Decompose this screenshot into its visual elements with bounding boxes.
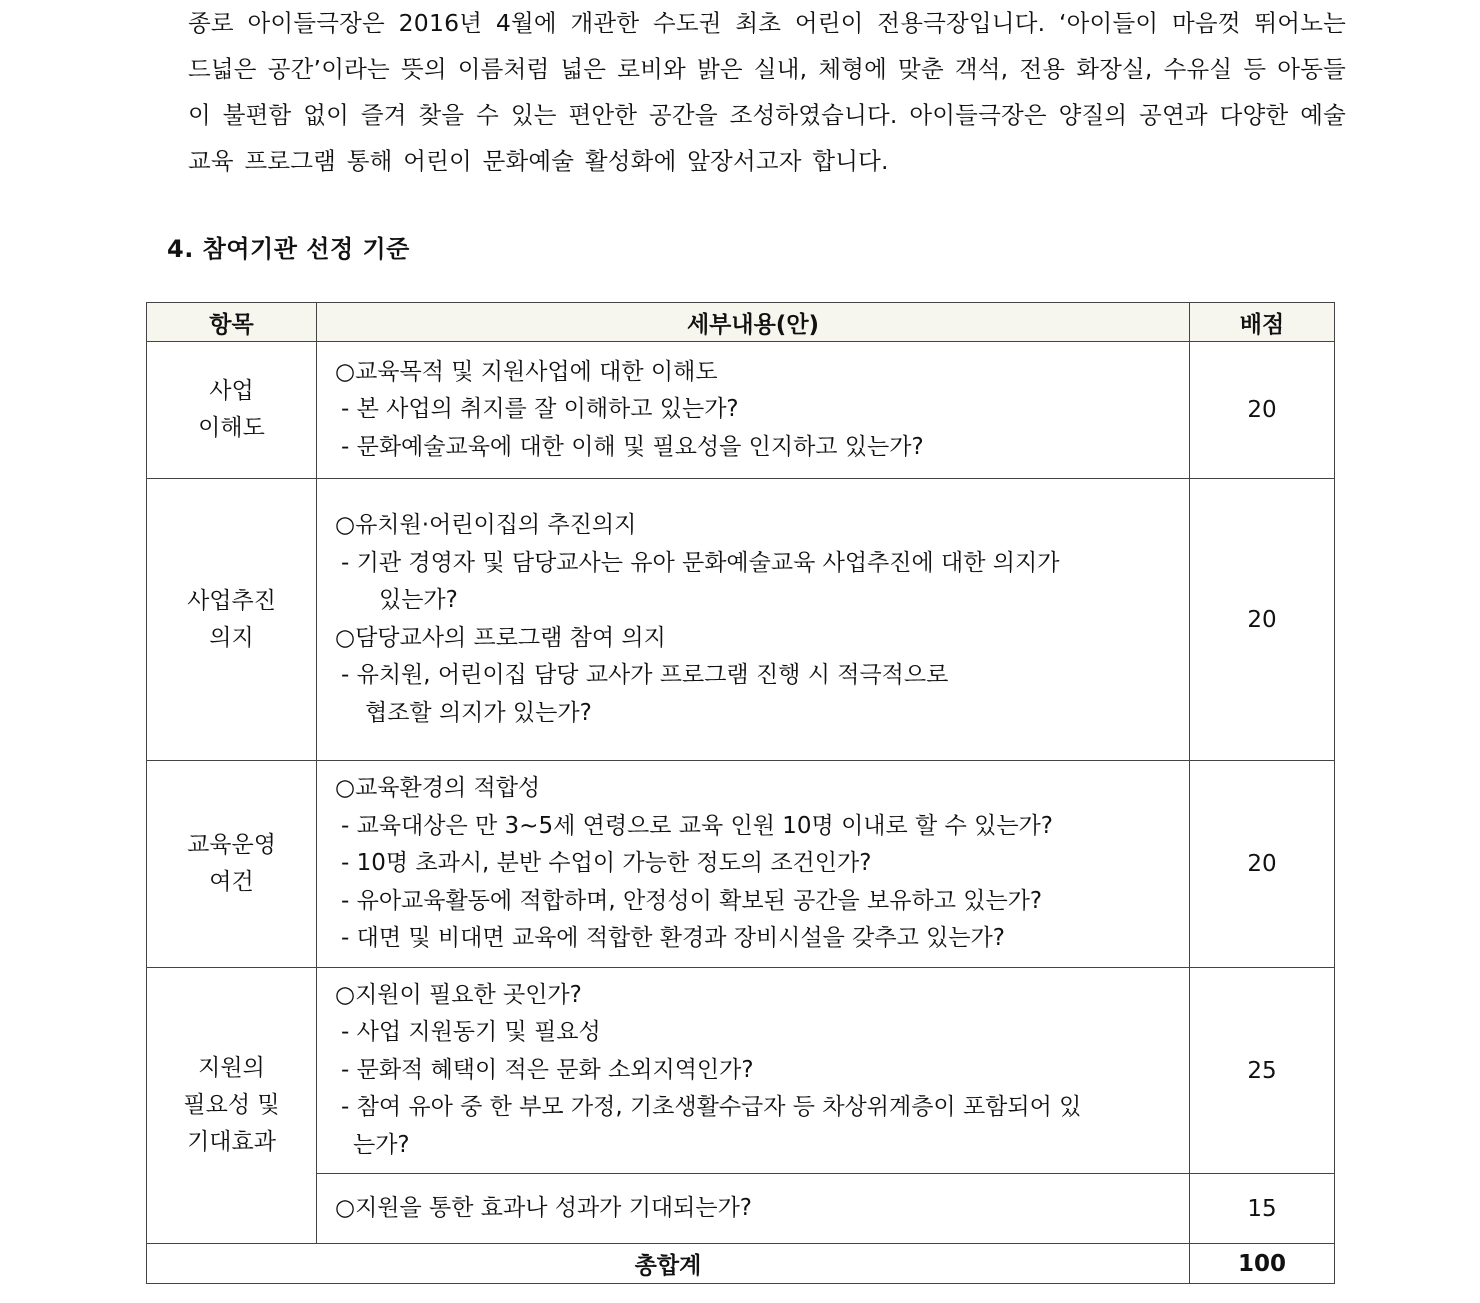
selection-criteria-table (146, 302, 1335, 1284)
detail-cell (317, 342, 1190, 479)
category-text: 이해도 (198, 415, 265, 441)
criteria-heading: ○교육목적 및 지원사업에 대한 이해도 (335, 358, 718, 385)
header-category: 항목 (147, 303, 317, 342)
table-row (147, 479, 1335, 761)
category-text: 기대효과 (187, 1129, 276, 1155)
score-cell: 20 (1190, 479, 1335, 761)
detail-cell (317, 968, 1190, 1174)
criteria-item: - 문화예술교육에 대한 이해 및 필요성을 인지하고 있는가? (341, 433, 924, 460)
header-detail: 세부내용(안) (317, 303, 1190, 342)
criteria-heading: ○유치원·어린이집의 추진의지 (335, 512, 637, 538)
category-text: 의지 (209, 624, 254, 651)
criteria-item: - 본 사업의 취지를 잘 이해하고 있는가? (341, 396, 739, 423)
category-text: 여건 (209, 869, 254, 895)
criteria-item-continued: 협조할 의지가 있는가? (365, 699, 592, 726)
category-text: 사업 (209, 378, 254, 404)
detail-cell (317, 761, 1190, 968)
criteria-item: - 교육대상은 만 3~5세 연령으로 교육 인원 10명 이내로 할 수 있는가? (341, 812, 1053, 839)
table-row (147, 761, 1335, 968)
criteria-item: - 유치원, 어린이집 담당 교사가 프로그램 진행 시 적극적으로 (341, 662, 949, 688)
criteria-item: - 사업 지원동기 및 필요성 (341, 1019, 601, 1046)
criteria-item: - 기관 경영자 및 담당교사는 유아 문화예술교육 사업추진에 대한 의지가 (341, 549, 1060, 576)
criteria-item: - 유아교육활동에 적합하며, 안정성이 확보된 공간을 보유하고 있는가? (341, 887, 1043, 914)
criteria-item: - 10명 초과시, 분반 수업이 가능한 정도의 조건인가? (341, 850, 872, 877)
criteria-item: - 참여 유아 중 한 부모 가정, 기초생활수급자 등 차상위계층이 포함되어 있 (341, 1094, 1082, 1121)
criteria-heading: ○지원이 필요한 곳인가? (335, 981, 582, 1008)
criteria-item: - 대면 및 비대면 교육에 적합한 환경과 장비시설을 갖추고 있는가? (341, 925, 1005, 952)
table-header-row (147, 303, 1335, 342)
category-cell (147, 968, 317, 1244)
criteria-heading: ○담당교사의 프로그램 참여 의지 (335, 624, 666, 651)
total-label: 총합계 (147, 1244, 1190, 1284)
detail-cell (317, 1174, 1190, 1244)
total-row (147, 1244, 1335, 1284)
score-cell: 20 (1190, 761, 1335, 968)
category-text: 지원의 (198, 1055, 265, 1081)
section-heading: 4. 참여기관 선정 기준 (167, 235, 410, 263)
score-cell: 20 (1190, 342, 1335, 479)
table-row (147, 342, 1335, 479)
table-row (147, 968, 1335, 1174)
score-cell: 25 (1190, 968, 1335, 1174)
detail-cell (317, 479, 1190, 761)
category-text: 사업추진 (187, 587, 276, 614)
intro-paragraph: 종로 아이들극장은 2016년 4월에 개관한 수도권 최초 어린이 전용극장입니다. ‘아이들이 마음껏 뛰어노는 드넓은 공간’이라는 뜻의 이름처럼 넓은 로비와 밝은 실내, 체형에 맞춘 객석, 전용 화장실, 수유실 등 아동들이 불편함 없이 즐겨 찾을 수 있는 편안한 공간을 조성하였습니다. 아이들극장은 양질의 공연과 다양한 예술교육 프로그램 통해 어린이 문화예술 활성화에 앞장서고자 합니다. (188, 9, 1346, 175)
category-cell (147, 479, 317, 761)
criteria-item: - 문화적 혜택이 적은 문화 소외지역인가? (341, 1056, 754, 1083)
table-row (147, 1174, 1335, 1244)
criteria-item-continued: 있는가? (379, 587, 458, 613)
category-cell (147, 761, 317, 968)
header-score: 배점 (1190, 303, 1335, 342)
total-score: 100 (1190, 1244, 1335, 1284)
criteria-heading: ○교육환경의 적합성 (335, 775, 541, 802)
category-text: 교육운영 (187, 832, 276, 858)
score-cell: 15 (1190, 1174, 1335, 1244)
category-cell (147, 342, 317, 479)
criteria-item-continued: 는가? (353, 1131, 410, 1158)
category-text: 필요성 및 (183, 1092, 280, 1118)
criteria-heading: ○지원을 통한 효과나 성과가 기대되는가? (335, 1194, 753, 1221)
